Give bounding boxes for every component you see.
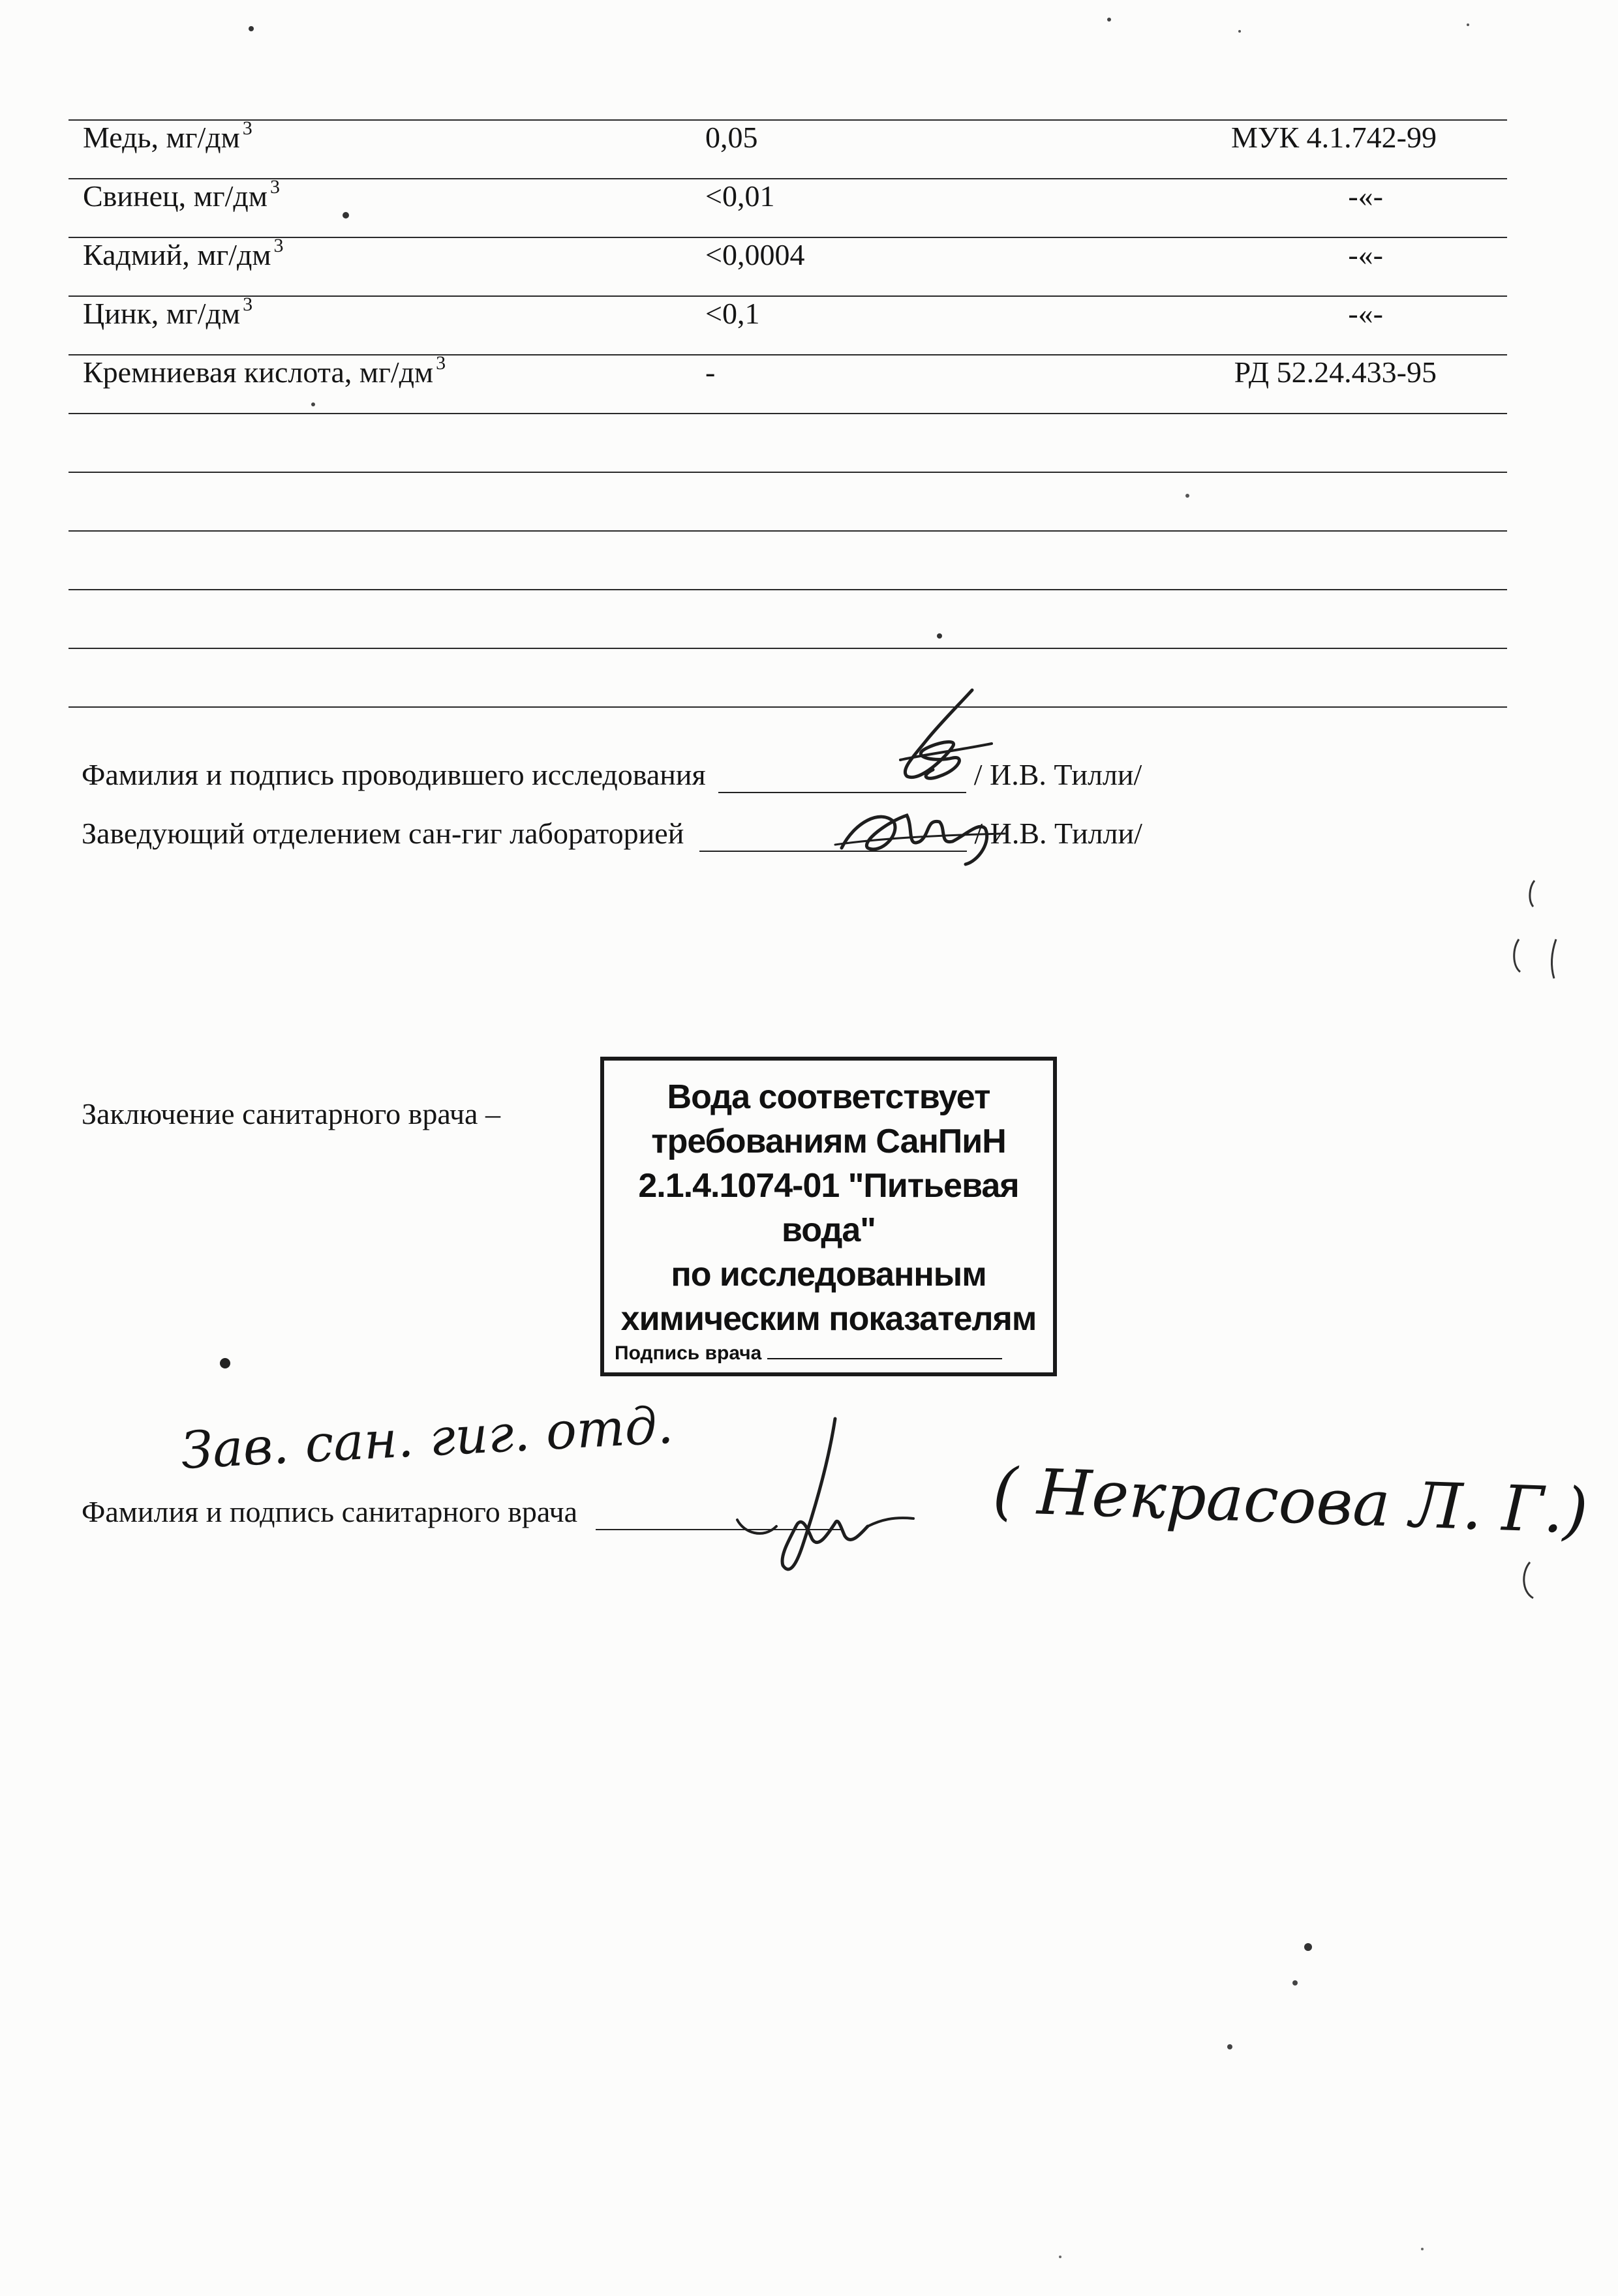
parameter-value: <0,1 [705,297,760,330]
parameter-name: Кремниевая кислота, мг/дм $^3$ [83,352,446,389]
stamp-signature-blank [767,1358,1002,1359]
handwritten-doctor-name: ( Некрасова Л. Г.) [991,1454,1589,1548]
parameter-value: <0,0004 [705,238,805,271]
signature-blank [596,1499,844,1530]
stamp-signature-field [615,1342,1002,1365]
stamp-line: химическим показателям [620,1300,1037,1338]
table-rule [69,706,1507,708]
parameter-value: <0,01 [705,179,775,213]
parameter-value: - [705,355,716,389]
table-rule [69,472,1507,473]
signature-blank [718,762,966,793]
parameter-method: РД 52.24.433-95 [1234,355,1437,389]
head-name: / И.В. Тилли/ [974,817,1142,850]
researcher-label: Фамилия и подпись проводившего исследования [82,758,706,791]
table-row [69,234,1507,292]
stamp-line: 2.1.4.1074-01 "Питьевая вода" [638,1167,1019,1249]
doctor-signature-line [82,1494,844,1530]
doctor-label: Фамилия и подпись санитарного врача [82,1495,578,1528]
parameter-method: -«- [1348,238,1383,271]
stamp-signature-label: Подпись врача [615,1342,762,1364]
parameter-value: 0,05 [705,121,758,154]
handwritten-doctor-title: Зав. сан. гиг. отд. [179,1396,675,1481]
parameter-name: Свинец, мг/дм $^3$ [83,176,280,213]
researcher-signature-line [82,757,1142,793]
parameter-method: -«- [1348,179,1383,213]
table-rule [69,589,1507,590]
stamp-line: по исследованным [671,1256,986,1293]
conclusion-label: Заключение санитарного врача – [82,1097,500,1130]
table-rule [69,413,1507,414]
researcher-name: / И.В. Тилли/ [973,758,1142,791]
head-label: Заведующий отделением сан-гиг лабораторией [82,817,684,850]
signature-blank [699,821,967,852]
table-row [69,117,1507,174]
stamp-line: требованиям СанПиН [651,1123,1006,1160]
parameter-method: МУК 4.1.742-99 [1231,121,1437,154]
stamp-line: Вода соответствует [667,1078,990,1116]
parameter-name: Цинк, мг/дм $^3$ [83,294,253,330]
table-row [69,293,1507,350]
table-rule [69,648,1507,649]
parameter-method: -«- [1348,297,1383,330]
conformity-stamp [600,1057,1057,1376]
table-row [69,352,1507,409]
parameter-name: Медь, мг/дм $^3$ [83,117,252,154]
parameter-name: Кадмий, мг/дм $^3$ [83,235,284,271]
table-row [69,175,1507,233]
table-rule [69,530,1507,532]
head-signature-line [82,815,1142,852]
